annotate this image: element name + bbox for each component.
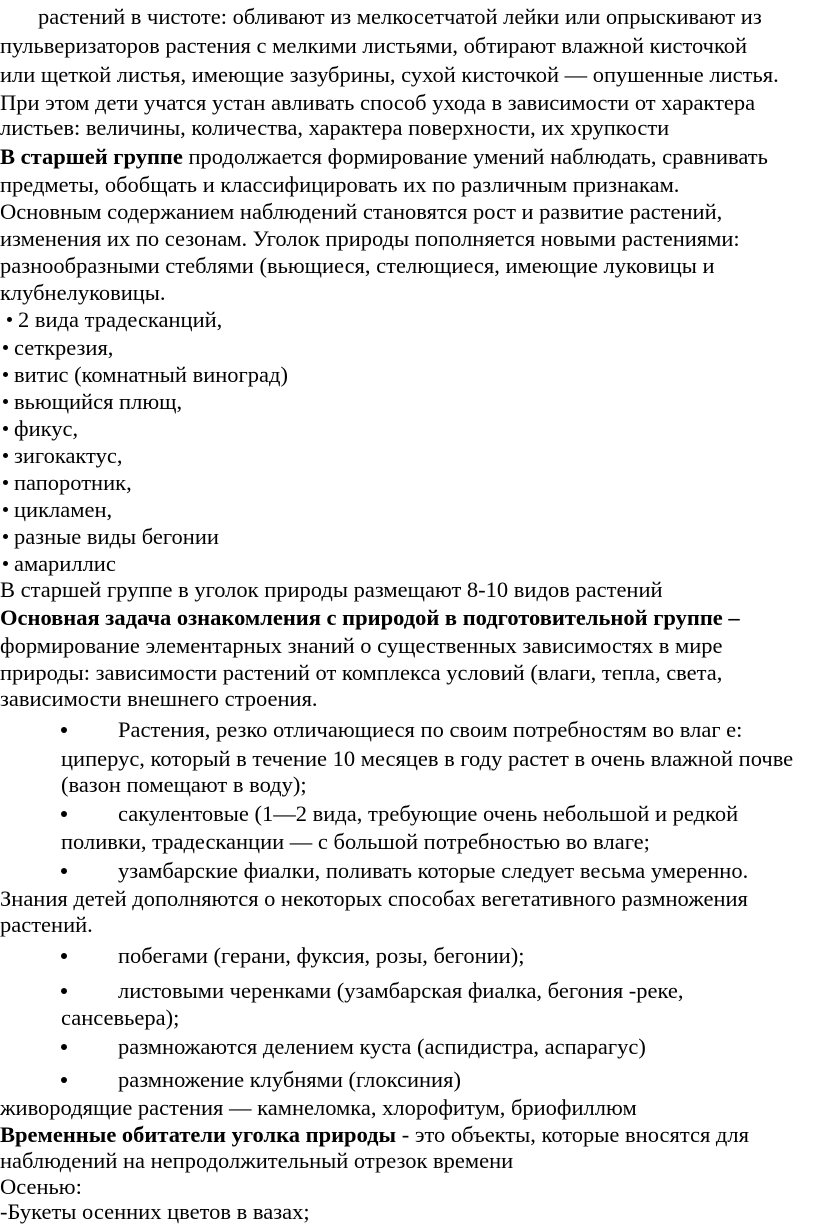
list-item-continuation: сансевьера); (61, 1005, 180, 1030)
list-item: Растения, резко отличающиеся по своим потребностям во влаг е: (118, 717, 743, 742)
intro-line-4: При этом дети учатся устан авливать способ ухода в зависимости от характера (0, 90, 756, 115)
autumn-label: Осенью: (0, 1174, 82, 1199)
temporary-line-1: наблюдений на непродолжительный отрезок времени (0, 1148, 514, 1173)
list-item-continuation: циперус, который в течение 10 месяцев в году растет в очень влажной почве (61, 746, 794, 771)
list-item-continuation: (вазон помещают в воду); (61, 772, 307, 797)
intro-line-3: или щеткой листья, имеющие зазубрины, сухой кисточкой — опушенные листья. (0, 62, 779, 87)
knowledge-line-2: растений. (0, 912, 93, 937)
senior-line-1: предметы, обобщать и классифицировать их по различным признакам. (0, 172, 680, 197)
bullet-icon (7, 317, 12, 322)
senior-line-2: Основным содержанием наблюдений становятся рост и развитие растений, (0, 199, 723, 224)
intro-line-1: растений в чистоте: обливают из мелкосетчатой лейки или опрыскивают из (38, 4, 762, 29)
list-item: листовыми черенками (узамбарская фиалка, бегония -реке, (118, 978, 684, 1003)
bullet-icon (61, 988, 67, 994)
bullet-icon (61, 1077, 67, 1083)
plant-item: папоротник, (14, 470, 132, 495)
plant-item: зигокактус, (14, 443, 123, 468)
bullet-icon (3, 534, 8, 539)
plant-item: сеткрезия, (14, 335, 114, 360)
bullet-icon (3, 345, 8, 350)
bullet-icon (61, 953, 67, 959)
prep-line-2: природы: зависимости растений от комплекса условий (влаги, тепла, света, (0, 660, 723, 685)
temporary-heading: Временные обитатели уголка природы (0, 1122, 397, 1147)
bullet-icon (3, 507, 8, 512)
senior-summary: В старшей группе в уголок природы размещают 8-10 видов растений (0, 577, 663, 602)
senior-line-3: изменения их по сезонам. Уголок природы пополняется новыми растениями: (0, 226, 740, 251)
bullet-icon (3, 372, 8, 377)
prep-line-3: зависимости внешнего строения. (0, 686, 318, 711)
autumn-item: -Букеты осенних цветов в вазах; (0, 1199, 310, 1224)
viviparous-line: живородящие растения — камнеломка, хлорофитум, бриофиллюм (0, 1095, 637, 1120)
senior-line-5: клубнелуковицы. (0, 280, 166, 305)
senior-group-heading: В старшей группе (0, 144, 183, 169)
plant-item: витис (комнатный виноград) (14, 362, 288, 387)
bullet-icon (3, 426, 8, 431)
bullet-icon (3, 480, 8, 485)
plant-item: разные виды бегонии (14, 524, 219, 549)
list-item: побегами (герани, фуксия, розы, бегонии); (118, 943, 525, 968)
list-item: сакулентовые (1—2 вида, требующие очень небольшой и редкой (118, 801, 739, 826)
bullet-icon (61, 811, 67, 817)
temporary-heading-rest: - это объекты, которые вносятся для (396, 1122, 749, 1147)
plant-item: амариллис (14, 551, 116, 576)
prep-line-1: формирование элементарных знаний о существенных зависимостях в мире (0, 633, 723, 658)
list-item: размножаются делением куста (аспидистра, аспарагус) (118, 1034, 646, 1059)
bullet-icon (3, 561, 8, 566)
plant-item: фикус, (14, 416, 79, 441)
knowledge-line-1: Знания детей дополняются о некоторых способах вегетативного размножения (0, 886, 748, 911)
intro-line-2: пульверизаторов растения с мелкими листьями, обтирают влажной кисточкой (0, 33, 748, 58)
bullet-icon (61, 727, 67, 733)
plant-item: цикламен, (14, 497, 113, 522)
list-item: размножение клубнями (глоксиния) (118, 1067, 461, 1092)
bullet-icon (61, 1044, 67, 1050)
senior-group-heading-rest: продолжается формирование умений наблюдать, сравнивать (182, 144, 768, 169)
bullet-icon (3, 399, 8, 404)
list-item: узамбарские фиалки, поливать которые следует весьма умеренно. (118, 858, 749, 883)
bullet-icon (61, 868, 67, 874)
intro-line-5: листьев: величины, количества, характера поверхности, их хрупкости (0, 115, 670, 140)
prep-group-heading: Основная задача ознакомления с природой в подготовительной группе – (0, 605, 740, 630)
list-item-continuation: поливки, традесканции — с большой потребностью во влаге; (61, 829, 650, 854)
senior-group-heading-line (0, 142, 768, 172)
plant-item: вьющийся плющ, (14, 389, 183, 414)
senior-line-4: разнообразными стеблями (вьющиеся, стелющиеся, имеющие луковицы и (0, 253, 715, 278)
bullet-icon (3, 453, 8, 458)
plant-item: 2 вида традесканций, (18, 307, 223, 332)
